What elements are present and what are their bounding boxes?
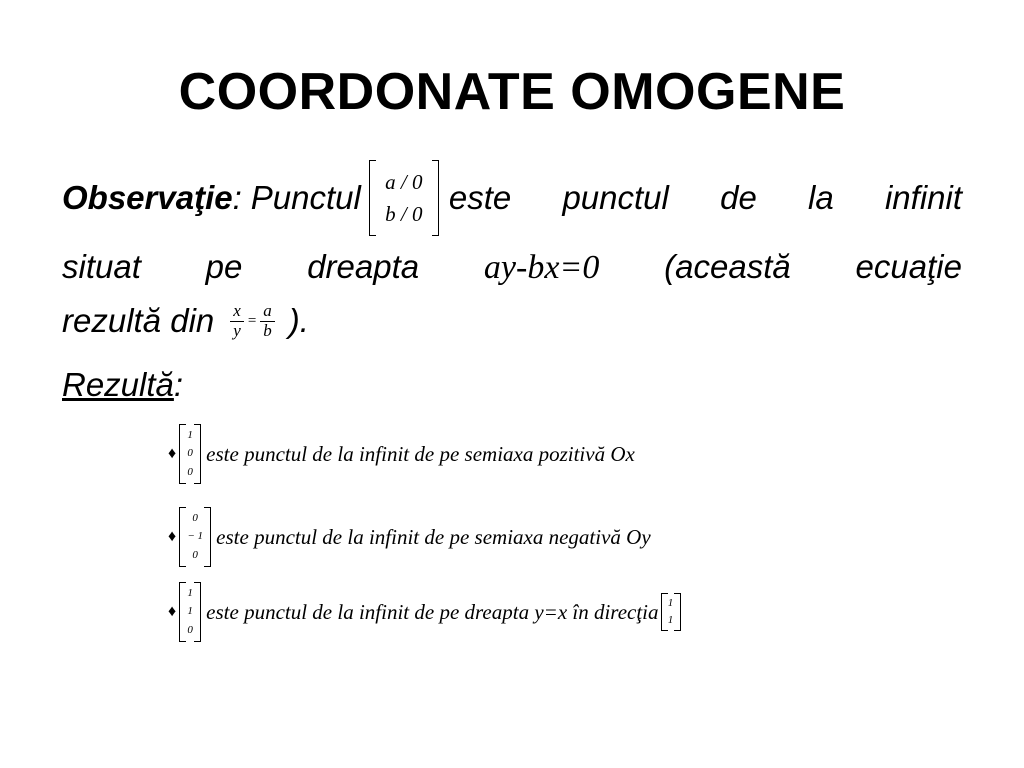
point-matrix xyxy=(369,160,439,236)
word: pe xyxy=(205,248,243,285)
matrix-entry: 0 xyxy=(192,511,198,524)
observatie-label: Observaţie xyxy=(62,179,233,216)
rezulta-label: Rezultă xyxy=(62,366,174,403)
matrix-entry: 0 xyxy=(187,466,193,479)
matrix-entry: a / 0 xyxy=(385,169,423,194)
rezulta-heading xyxy=(62,366,183,404)
diamond-bullet-icon: ♦ xyxy=(168,445,177,462)
bullet-item-3 xyxy=(168,582,681,642)
vector-matrix xyxy=(179,507,211,567)
diamond-bullet-icon: ♦ xyxy=(168,528,177,545)
observatie-line-3 xyxy=(62,302,309,340)
word: dreapta xyxy=(307,248,420,285)
observatie-rest: este punctul de la infinit xyxy=(448,179,962,216)
matrix-entry: 0 xyxy=(192,549,198,562)
fraction-numerator: a xyxy=(260,302,275,322)
close-paren: ). xyxy=(288,302,309,340)
fraction-x-y xyxy=(230,302,244,340)
fraction-denominator: y xyxy=(233,320,241,340)
observatie-line-1 xyxy=(62,158,962,238)
rezulta-din: rezultă din xyxy=(62,302,215,340)
direction-matrix xyxy=(661,593,681,631)
matrix-entry: 1 xyxy=(187,428,193,441)
bullet-text: este punctul de la infinit de pe semiaxa negativă Oy xyxy=(216,524,651,549)
matrix-entry: 1 xyxy=(667,614,674,626)
word: ecuaţie xyxy=(855,248,962,285)
fraction-numerator: x xyxy=(230,302,244,322)
fraction-denominator: b xyxy=(263,320,272,340)
bullet-item-1 xyxy=(168,424,635,484)
observatie-colon: : xyxy=(232,179,242,216)
matrix-entry: b / 0 xyxy=(385,201,423,226)
fraction-a-b xyxy=(260,302,275,340)
matrix-entry: − 1 xyxy=(187,530,204,543)
matrix-entry: 0 xyxy=(187,624,193,637)
bullet-text: este punctul de la infinit de pe dreapta y=x în direcţia xyxy=(206,599,659,624)
observatie-line-2 xyxy=(62,248,962,287)
vector-matrix xyxy=(179,424,201,484)
vector-matrix xyxy=(179,582,201,642)
diamond-bullet-icon: ♦ xyxy=(168,603,177,620)
matrix-entry: 0 xyxy=(187,447,193,460)
word: situat xyxy=(62,248,141,285)
slide-title: COORDONATE OMOGENE xyxy=(178,63,846,121)
matrix-entry: 1 xyxy=(187,586,193,599)
equals-sign: = xyxy=(247,312,257,329)
bullet-text: este punctul de la infinit de pe semiaxa pozitivă Ox xyxy=(206,441,635,466)
matrix-entry: 1 xyxy=(187,605,193,618)
word: (această xyxy=(664,248,791,285)
line-equation: ay-bx=0 xyxy=(483,249,600,286)
matrix-entry: 1 xyxy=(667,597,674,609)
punctul-word: Punctul xyxy=(250,179,361,216)
rezulta-colon: : xyxy=(173,366,184,403)
bullet-item-2 xyxy=(168,507,651,567)
